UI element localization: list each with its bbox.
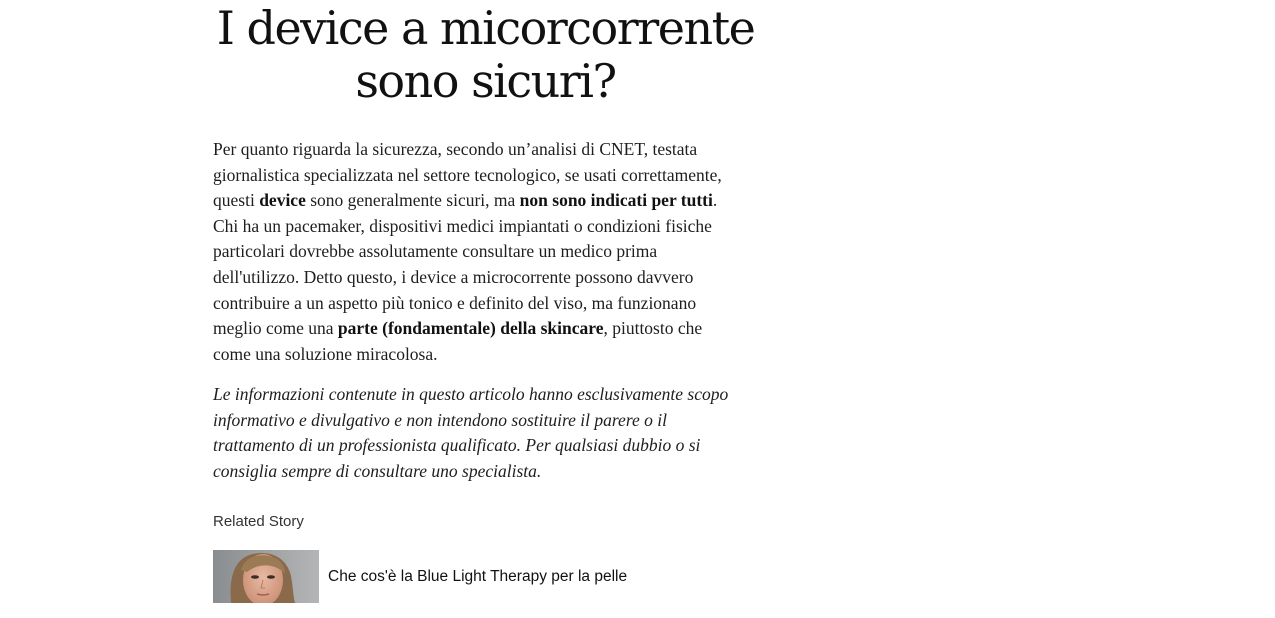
bold-skincare-part: parte (fondamentale) della skincare <box>337 318 604 339</box>
article-body <box>213 137 743 367</box>
body-text-2: sono generalmente sicuri, ma <box>305 190 520 211</box>
bold-device: device <box>259 190 306 211</box>
related-story-thumbnail[interactable] <box>213 550 319 603</box>
body-text-1: Per quanto riguarda la sicurezza, secondo un’analisi di CNET, testata giornalistica specializzata nel settore tecnologico, se usati correttamente, questi <box>213 139 722 211</box>
related-story-link[interactable] <box>213 550 743 603</box>
related-story-label: Related Story <box>213 513 304 530</box>
body-paragraph <box>213 137 743 367</box>
headline-line-1: I device a micorcorrente <box>216 1 755 55</box>
bold-not-for-everyone: non sono indicati per tutti <box>519 190 713 211</box>
article-headline <box>213 2 758 108</box>
body-text-4: , piuttosto che come una soluzione miracolosa. <box>213 318 703 364</box>
related-story-title[interactable]: Che cos'è la Blue Light Therapy per la pelle <box>328 567 628 585</box>
disclaimer: Le informazioni contenute in questo articolo hanno esclusivamente scopo informativo e divulgativo e non intendono sostituire il parere o il trattamento di un professionista qualificato. Per qualsiasi dubbio o si consiglia sempre di consultare uno specialista. <box>213 384 729 481</box>
woman-portrait-icon <box>213 550 319 603</box>
headline-line-2: sono sicuri? <box>355 54 616 108</box>
body-text-3: . Chi ha un pacemaker, dispositivi medici impiantati o condizioni fisiche particolari dovrebbe assolutamente consultare un medico prima dell'utilizzo. Detto questo, i device a microcorrente possono davvero contribuire a un aspetto più tonico e definito del viso, ma funzionano meglio come una <box>213 190 718 339</box>
